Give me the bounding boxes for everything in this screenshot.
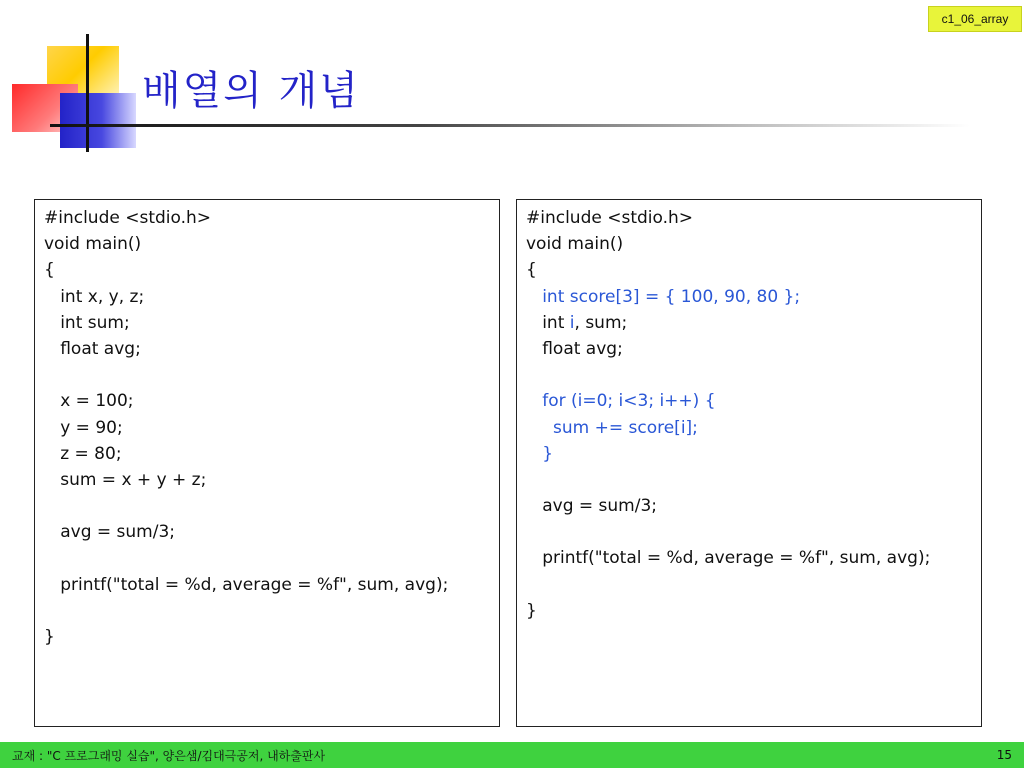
code-line: printf("total = %d, average = %f", sum, avg); (526, 548, 931, 569)
code-line: int sum; (44, 312, 130, 333)
footer-bar (0, 742, 1024, 768)
code-line-highlight: int score[3] = { 100, 90, 80 }; (526, 286, 801, 307)
code-line: sum = x + y + z; (44, 469, 207, 490)
code-line: #include <stdio.h> (44, 208, 212, 228)
code-line (526, 467, 972, 493)
code-line: } (44, 627, 55, 647)
code-line: { (526, 260, 537, 281)
code-line (44, 362, 490, 388)
code-line (526, 572, 972, 598)
slide-tag: c1_06_array (928, 6, 1022, 32)
code-line: avg = sum/3; (526, 496, 657, 517)
code-line: { (44, 260, 55, 281)
code-line: x = 100; (44, 391, 134, 412)
code-line: void main() (44, 234, 142, 255)
code-line: int x, y, z; (44, 286, 145, 307)
code-line (44, 493, 490, 519)
code-line-highlight: for (i=0; i<3; i++) { (526, 391, 716, 412)
code-segment-highlight: i (569, 312, 575, 333)
code-box-left (34, 199, 500, 727)
slide-title: 배열의 개념 (142, 68, 360, 114)
page-number: 15 (996, 748, 1012, 762)
code-line: float avg; (526, 338, 623, 359)
code-line: float avg; (44, 338, 141, 359)
code-line: printf("total = %d, average = %f", sum, avg); (44, 574, 449, 595)
footer-citation: 교재 : "C 프로그래밍 실습", 양은샘/김대극공저, 내하출판사 (12, 748, 326, 763)
decor-blue-square (60, 93, 136, 148)
code-line: z = 80; (44, 443, 122, 464)
code-segment: int (526, 312, 570, 333)
decor-vertical-line (86, 34, 89, 152)
code-line: avg = sum/3; (44, 522, 175, 543)
code-box-right (516, 199, 982, 727)
title-underline (50, 124, 970, 127)
code-line-highlight: } (526, 443, 554, 464)
code-line (526, 310, 972, 336)
code-line (526, 519, 972, 545)
code-line: #include <stdio.h> (526, 208, 694, 228)
code-line: void main() (526, 234, 624, 255)
code-line (44, 598, 490, 624)
code-line: y = 90; (44, 417, 123, 438)
code-segment: , sum; (574, 312, 628, 333)
code-line (44, 545, 490, 571)
code-line: } (526, 600, 537, 621)
code-line (526, 362, 972, 388)
code-line-highlight: sum += score[i]; (526, 417, 698, 438)
